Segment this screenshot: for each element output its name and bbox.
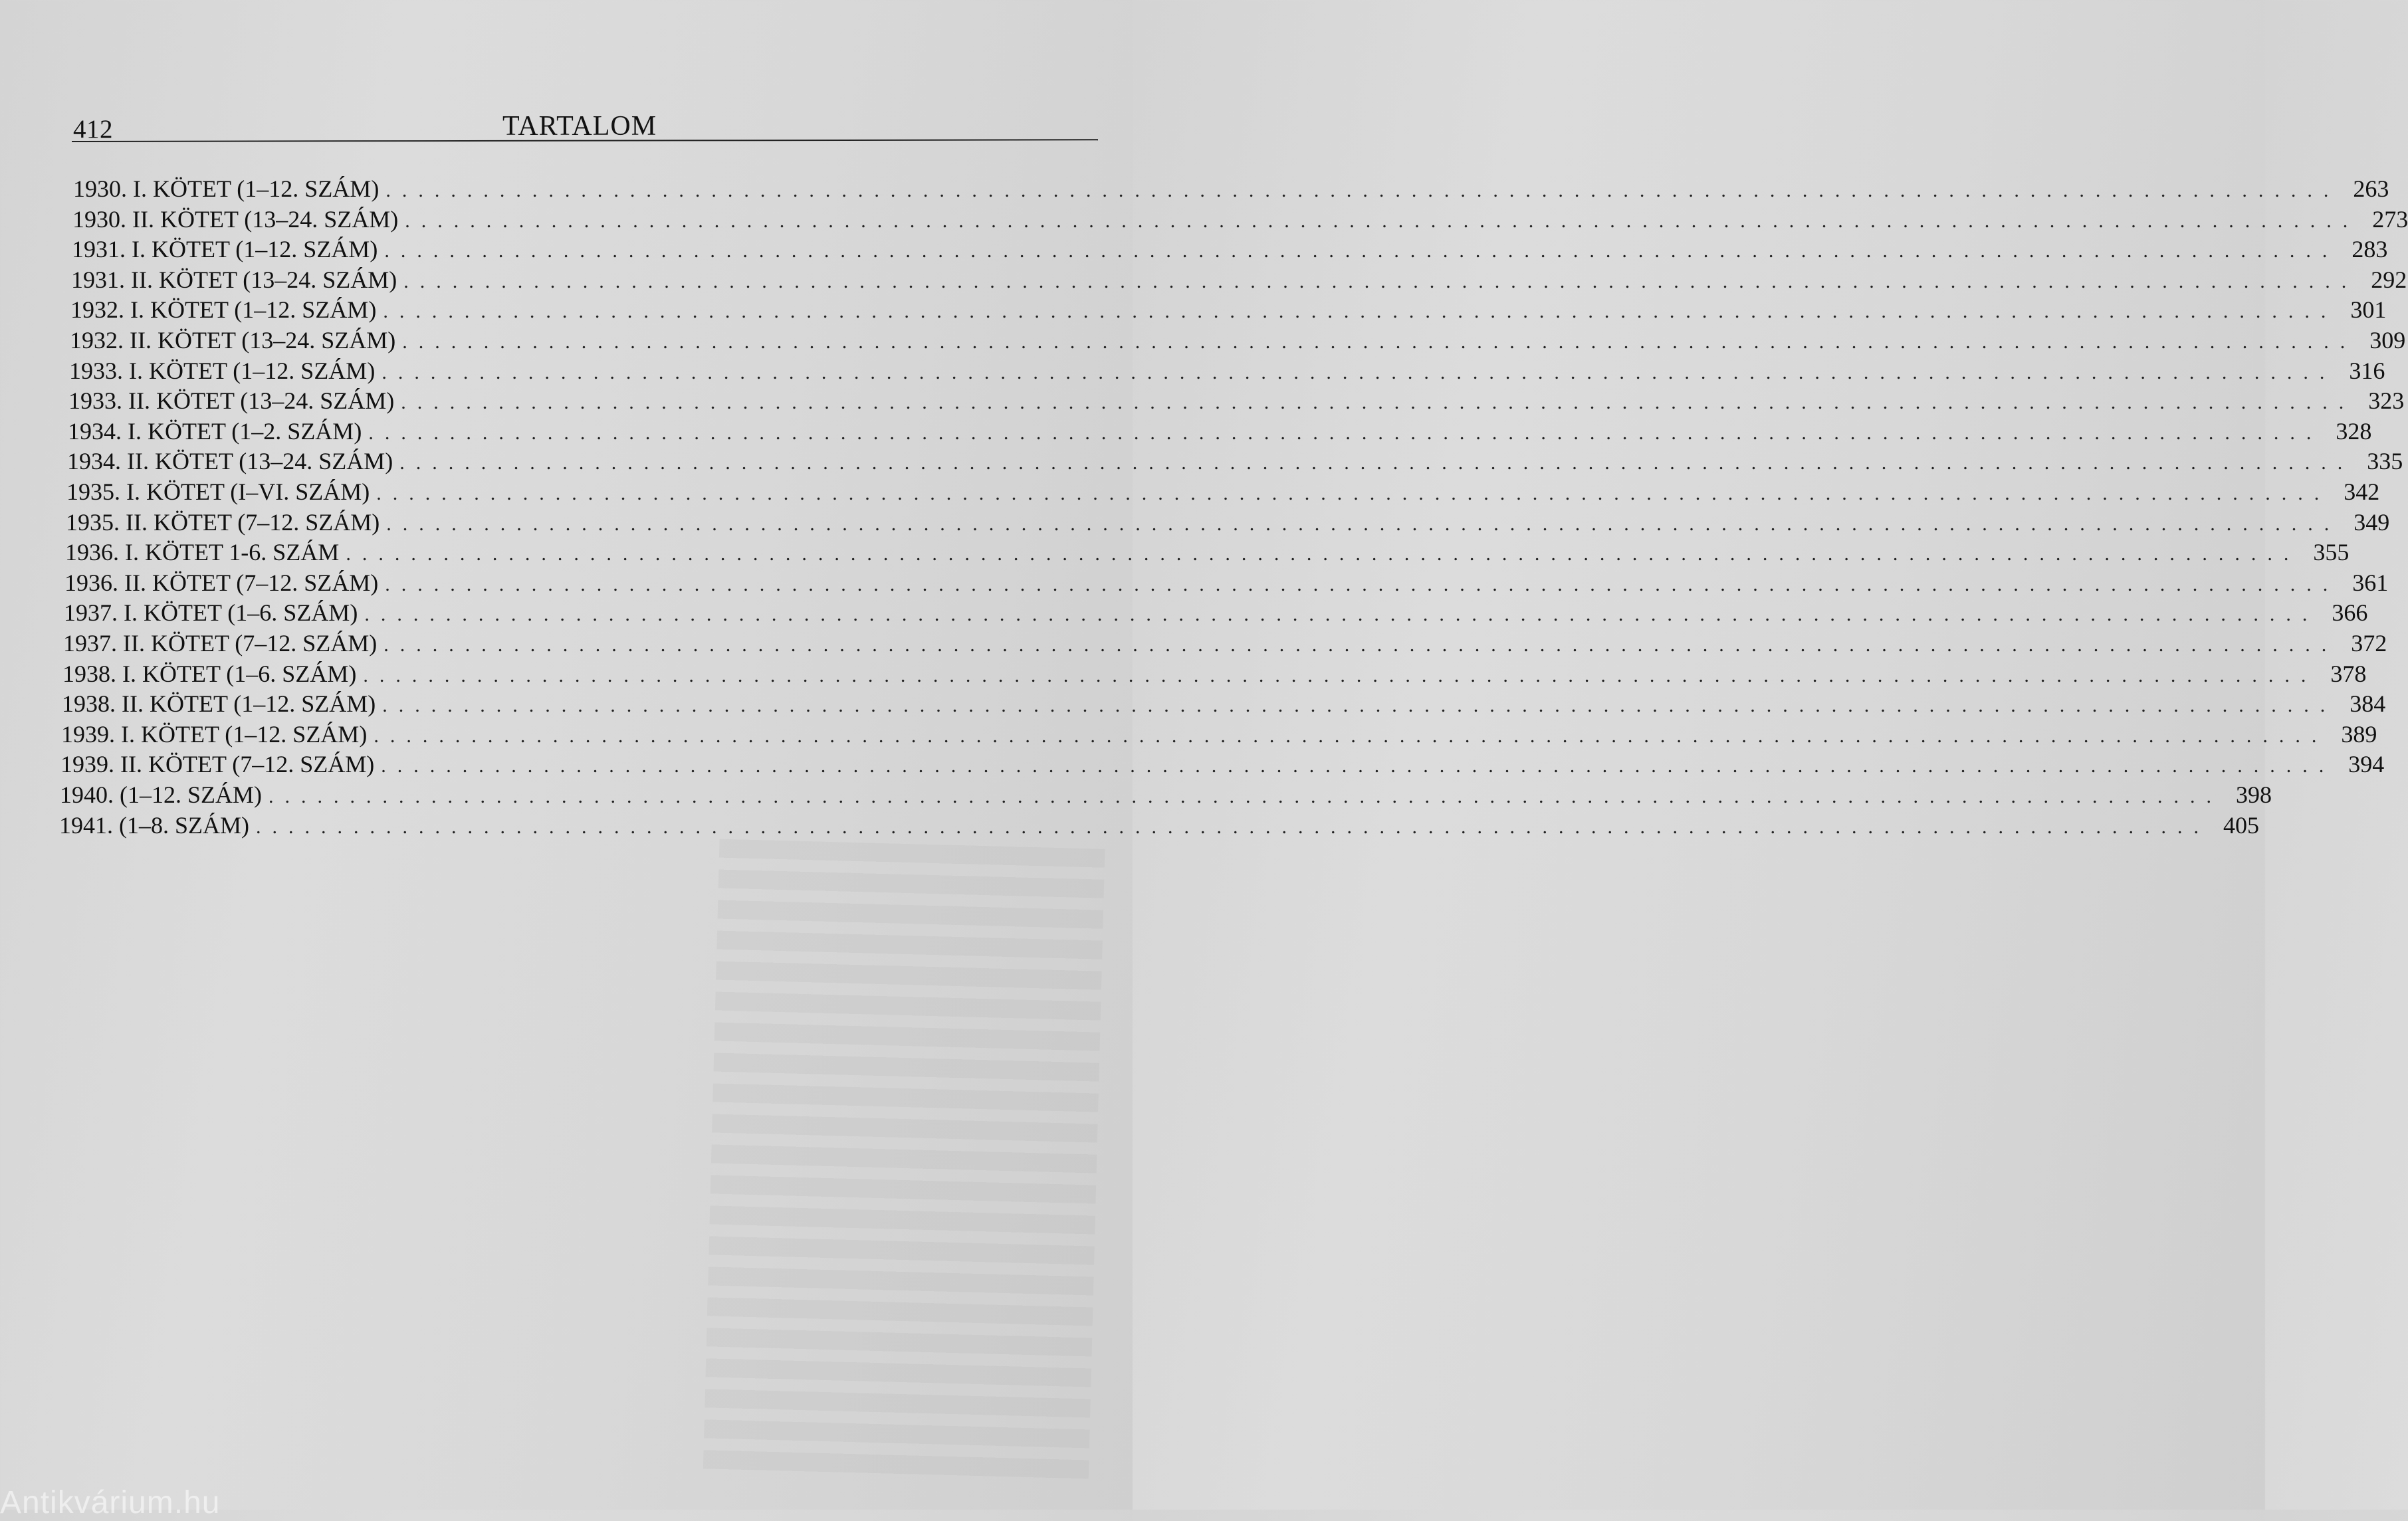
toc-entry-page: 384	[2350, 690, 2386, 717]
toc-entry-title: 1932. I. KÖTET (1–12. SZÁM)	[70, 296, 377, 323]
toc-entry-title: 1941. (1–8. SZÁM)	[59, 812, 249, 839]
toc-entry-title: 1939. II. KÖTET (7–12. SZÁM)	[60, 751, 375, 777]
toc-entry-page: 366	[2332, 599, 2368, 626]
dot-leader: ........................................................................................................................	[383, 634, 2338, 656]
toc-entry-page: 292	[2371, 266, 2407, 293]
toc-entry-title: 1937. II. KÖTET (7–12. SZÁM)	[63, 630, 378, 657]
toc-entry-title: 1934. II. KÖTET (13–24. SZÁM)	[67, 448, 393, 474]
toc-entry-title: 1935. II. KÖTET (7–12. SZÁM)	[66, 509, 380, 536]
toc-entry	[62, 659, 2367, 688]
toc-entry	[68, 417, 2372, 446]
toc-entry-page: 335	[2367, 448, 2403, 474]
toc-entry-page: 323	[2368, 387, 2405, 414]
dot-leader: ........................................................................................................................	[401, 391, 2355, 413]
toc-entry	[62, 689, 2386, 718]
toc-entry-page: 349	[2353, 509, 2390, 536]
toc-entry-page: 389	[2341, 721, 2377, 748]
toc-entry	[70, 295, 2387, 324]
toc-entry-title: 1936. II. KÖTET (7–12. SZÁM)	[64, 569, 379, 596]
toc-entry	[66, 508, 2390, 537]
toc-entry	[72, 205, 2408, 234]
dot-leader: ........................................................................................................................	[382, 694, 2337, 716]
page-number: 412	[73, 115, 113, 144]
toc-entry	[71, 265, 2407, 294]
toc-entry-page: 372	[2351, 630, 2387, 657]
dot-leader: ........................................................................................................................	[346, 543, 2300, 565]
dot-leader: ........................................................................................................................	[368, 422, 2323, 444]
dot-leader: ........................................................................................................................	[402, 331, 2357, 353]
toc-entry	[60, 750, 2385, 779]
toc-entry-page: 328	[2336, 418, 2372, 445]
dot-leader: ........................................................................................................................	[385, 179, 2340, 201]
toc-entry	[63, 629, 2387, 658]
toc-entry	[66, 477, 2380, 506]
toc-entry-title: 1931. I. KÖTET (1–12. SZÁM)	[72, 236, 378, 262]
toc-entry-title: 1935. I. KÖTET (I–VI. SZÁM)	[66, 478, 370, 505]
toc-entry	[69, 356, 2385, 385]
toc-entry-title: 1930. II. KÖTET (13–24. SZÁM)	[72, 206, 399, 233]
toc-entry-page: 405	[2223, 812, 2259, 839]
toc-entry-page: 398	[2236, 781, 2272, 808]
toc-entry-title: 1930. I. KÖTET (1–12. SZÁM)	[73, 175, 380, 202]
toc-entry	[70, 326, 2406, 355]
toc-entry-page: 342	[2344, 478, 2380, 505]
toc-entry-title: 1938. I. KÖTET (1–6. SZÁM)	[62, 660, 357, 687]
toc-entry-page: 301	[2350, 296, 2387, 323]
toc-entry-title: 1933. II. KÖTET (13–24. SZÁM)	[68, 387, 395, 414]
toc-entry-page: 263	[2353, 175, 2389, 202]
toc-entry-title: 1933. I. KÖTET (1–12. SZÁM)	[69, 357, 376, 384]
dot-leader: ........................................................................................................................	[386, 513, 2341, 535]
toc-entry-page: 283	[2352, 236, 2388, 262]
toc-entry	[64, 598, 2368, 627]
dot-leader: ........................................................................................................................	[374, 725, 2328, 747]
page-title: TARTALOM	[502, 111, 657, 142]
toc-entry-title: 1937. I. KÖTET (1–6. SZÁM)	[64, 599, 358, 626]
dot-leader: ........................................................................................................................	[269, 785, 2223, 807]
toc-entry	[60, 780, 2272, 809]
dot-leader: ........................................................................................................................	[384, 240, 2339, 262]
toc-entry	[67, 447, 2403, 476]
toc-entry-page: 355	[2313, 539, 2350, 565]
toc-entry-page: 361	[2352, 569, 2389, 596]
toc-entry	[65, 538, 2350, 567]
toc-entry	[68, 386, 2405, 415]
toc-entry-title: 1938. II. KÖTET (1–12. SZÁM)	[62, 690, 376, 717]
show-through-text	[703, 839, 1105, 1487]
toc-entry-page: 309	[2369, 327, 2406, 354]
dot-leader: ........................................................................................................................	[363, 664, 2318, 686]
toc-entry-page: 316	[2349, 357, 2385, 384]
toc-entry	[72, 235, 2388, 264]
watermark: Antikvárium.hu	[0, 1485, 221, 1520]
dot-leader: ........................................................................................................................	[385, 573, 2340, 595]
toc-entry	[59, 811, 2259, 840]
toc-entry-title: 1931. II. KÖTET (13–24. SZÁM)	[71, 266, 397, 293]
toc-entry-page: 378	[2330, 660, 2367, 687]
toc-entry-page: 394	[2348, 751, 2385, 777]
toc-entry	[61, 720, 2377, 749]
toc-entry-title: 1939. I. KÖTET (1–12. SZÁM)	[61, 721, 368, 748]
toc-entry-title: 1934. I. KÖTET (1–2. SZÁM)	[68, 418, 362, 445]
dot-leader: ........................................................................................................................	[256, 816, 2210, 838]
dot-leader: ........................................................................................................................	[364, 603, 2319, 625]
toc-entry-title: 1932. II. KÖTET (13–24. SZÁM)	[70, 327, 396, 354]
dot-leader: ........................................................................................................................	[383, 300, 2338, 322]
dot-leader: ........................................................................................................................	[382, 361, 2336, 383]
dot-leader: ........................................................................................................................	[381, 755, 2336, 777]
toc-entry	[73, 174, 2389, 203]
dot-leader: ........................................................................................................................	[405, 210, 2359, 232]
toc-entry-title: 1940. (1–12. SZÁM)	[60, 781, 262, 808]
dot-leader: ........................................................................................................................	[399, 452, 2354, 474]
dot-leader: ........................................................................................................................	[403, 270, 2358, 292]
toc-entry-page: 273	[2372, 206, 2408, 233]
toc-entry-title: 1936. I. KÖTET 1-6. SZÁM	[65, 539, 340, 565]
toc-entry	[64, 568, 2389, 597]
dot-leader: ........................................................................................................................	[376, 482, 2331, 504]
